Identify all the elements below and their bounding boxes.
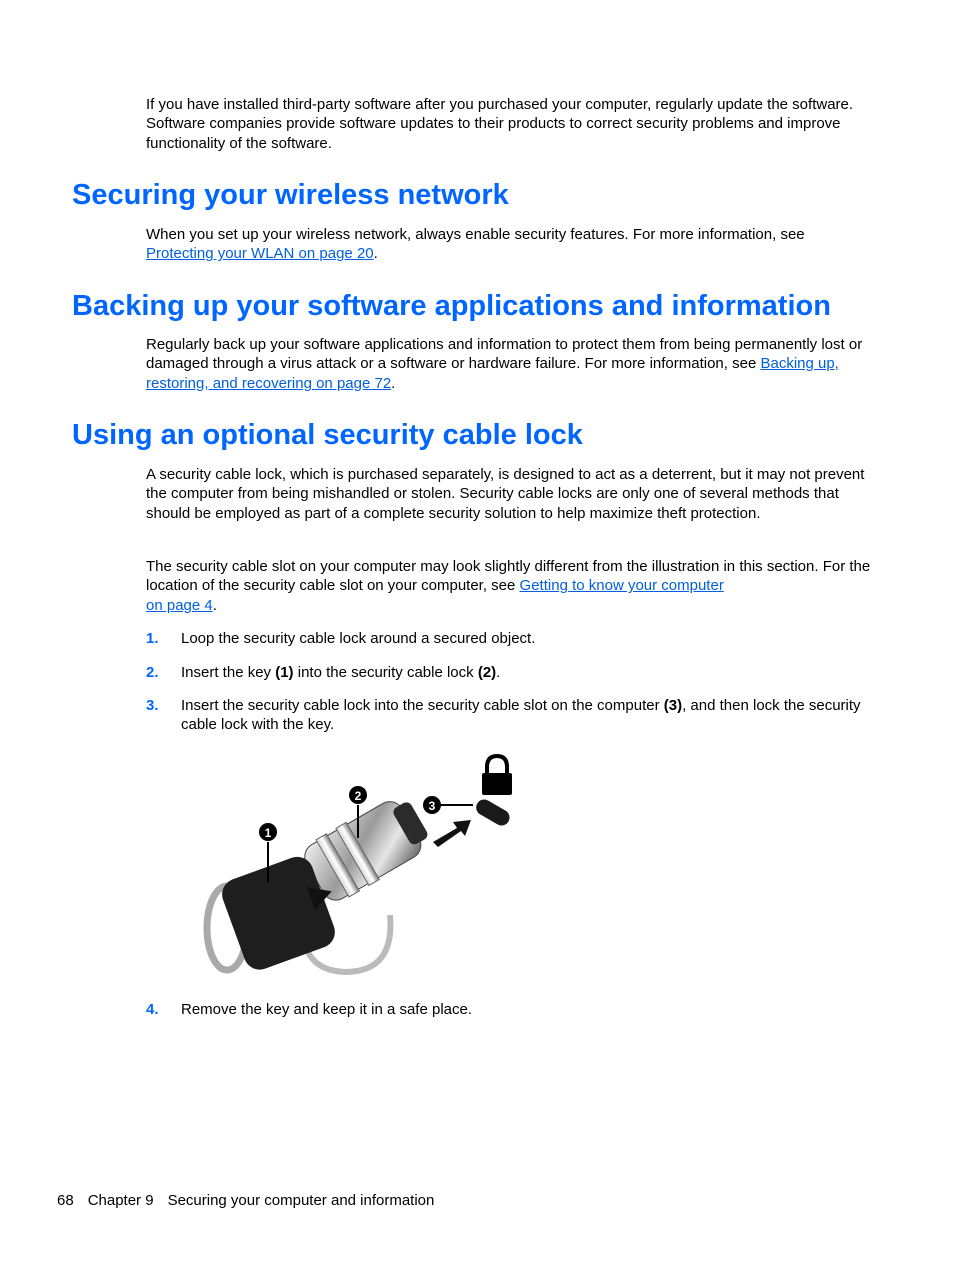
link-getting-to-know-line2: on page 4 [146, 596, 213, 614]
intro-paragraph [146, 95, 871, 153]
footer-chapter: Chapter 9 [87, 1192, 154, 1209]
footer-chapter-title: Securing your computer and information [167, 1192, 435, 1209]
backup-paragraph [146, 335, 871, 393]
intro-text: If you have installed third-party software after you purchased your computer, regularly update the software. Software companies provide software updates to their products to correct security problems and improve functionality of the software. [146, 96, 854, 152]
cable-lock-illustration [195, 750, 525, 985]
insert-arrow-icon [433, 820, 471, 847]
link-backing-up[interactable]: Backing up, restoring, and recovering on page 72 [146, 355, 839, 392]
padlock-icon [482, 756, 512, 795]
lock-paragraph-1 [146, 465, 871, 523]
step-number: 2. [146, 664, 159, 681]
step-text-part: Insert the security cable lock into the security cable slot on the computer [181, 697, 664, 714]
step-text-part: into the security cable lock [293, 664, 478, 681]
lock-paragraph-2 [146, 557, 871, 615]
step-number: 4. [146, 1001, 159, 1018]
link-protecting-wlan[interactable]: Protecting your WLAN on page 20 [146, 245, 374, 263]
wireless-text: When you set up your wireless network, always enable security features. For more information, see [146, 226, 805, 243]
step-text [181, 696, 871, 735]
heading-backing-up: Backing up your software applications and information [72, 290, 831, 322]
callout-number-1: 1 [264, 826, 272, 840]
step-number: 1. [146, 630, 159, 647]
step-number: 3. [146, 697, 159, 714]
page-number: 68 [57, 1192, 74, 1209]
security-slot [473, 797, 512, 829]
step-text-part: . [496, 664, 501, 681]
link-getting-to-know-line1: Getting to know your computer [519, 577, 724, 595]
step-bold-ref: (3) [663, 697, 683, 714]
callout-number-3: 3 [428, 799, 436, 813]
step-text: Loop the security cable lock around a secured object. [181, 630, 536, 647]
wireless-text-end: . [373, 245, 378, 263]
backup-text: Regularly back up your software applications and information to protect them from being permanently lost or damaged through a virus attack or a software or hardware failure. For more information, see [146, 336, 863, 373]
lock-paragraph-2-end: . [212, 596, 217, 614]
backup-text-end: . [391, 374, 396, 392]
step-text-part: Insert the key [181, 664, 276, 681]
callout-number-2: 2 [354, 789, 362, 803]
step-bold-ref: (1) [275, 664, 294, 681]
step-bold-ref: (2) [477, 664, 497, 681]
page-footer [57, 1192, 434, 1209]
wireless-paragraph [146, 225, 871, 264]
step-text: Remove the key and keep it in a safe place. [181, 1001, 473, 1018]
step-text [181, 663, 871, 682]
lock-paragraph-1-text: A security cable lock, which is purchased separately, is designed to act as a deterrent, but it may not prevent the computer from being mishandled or stolen. Security cable locks are only one of several methods that should be employed as part of a complete security solution to help maximize theft protection. [146, 466, 865, 522]
heading-securing-wireless: Securing your wireless network [72, 179, 509, 211]
lock-paragraph-2-text: The security cable slot on your computer may look slightly different from the illustration in this section. For the location of the security cable slot on your computer, see [146, 558, 871, 595]
step-text-part: , and then lock the security cable lock with the key. [181, 697, 861, 734]
heading-security-cable-lock: Using an optional security cable lock [72, 419, 583, 451]
